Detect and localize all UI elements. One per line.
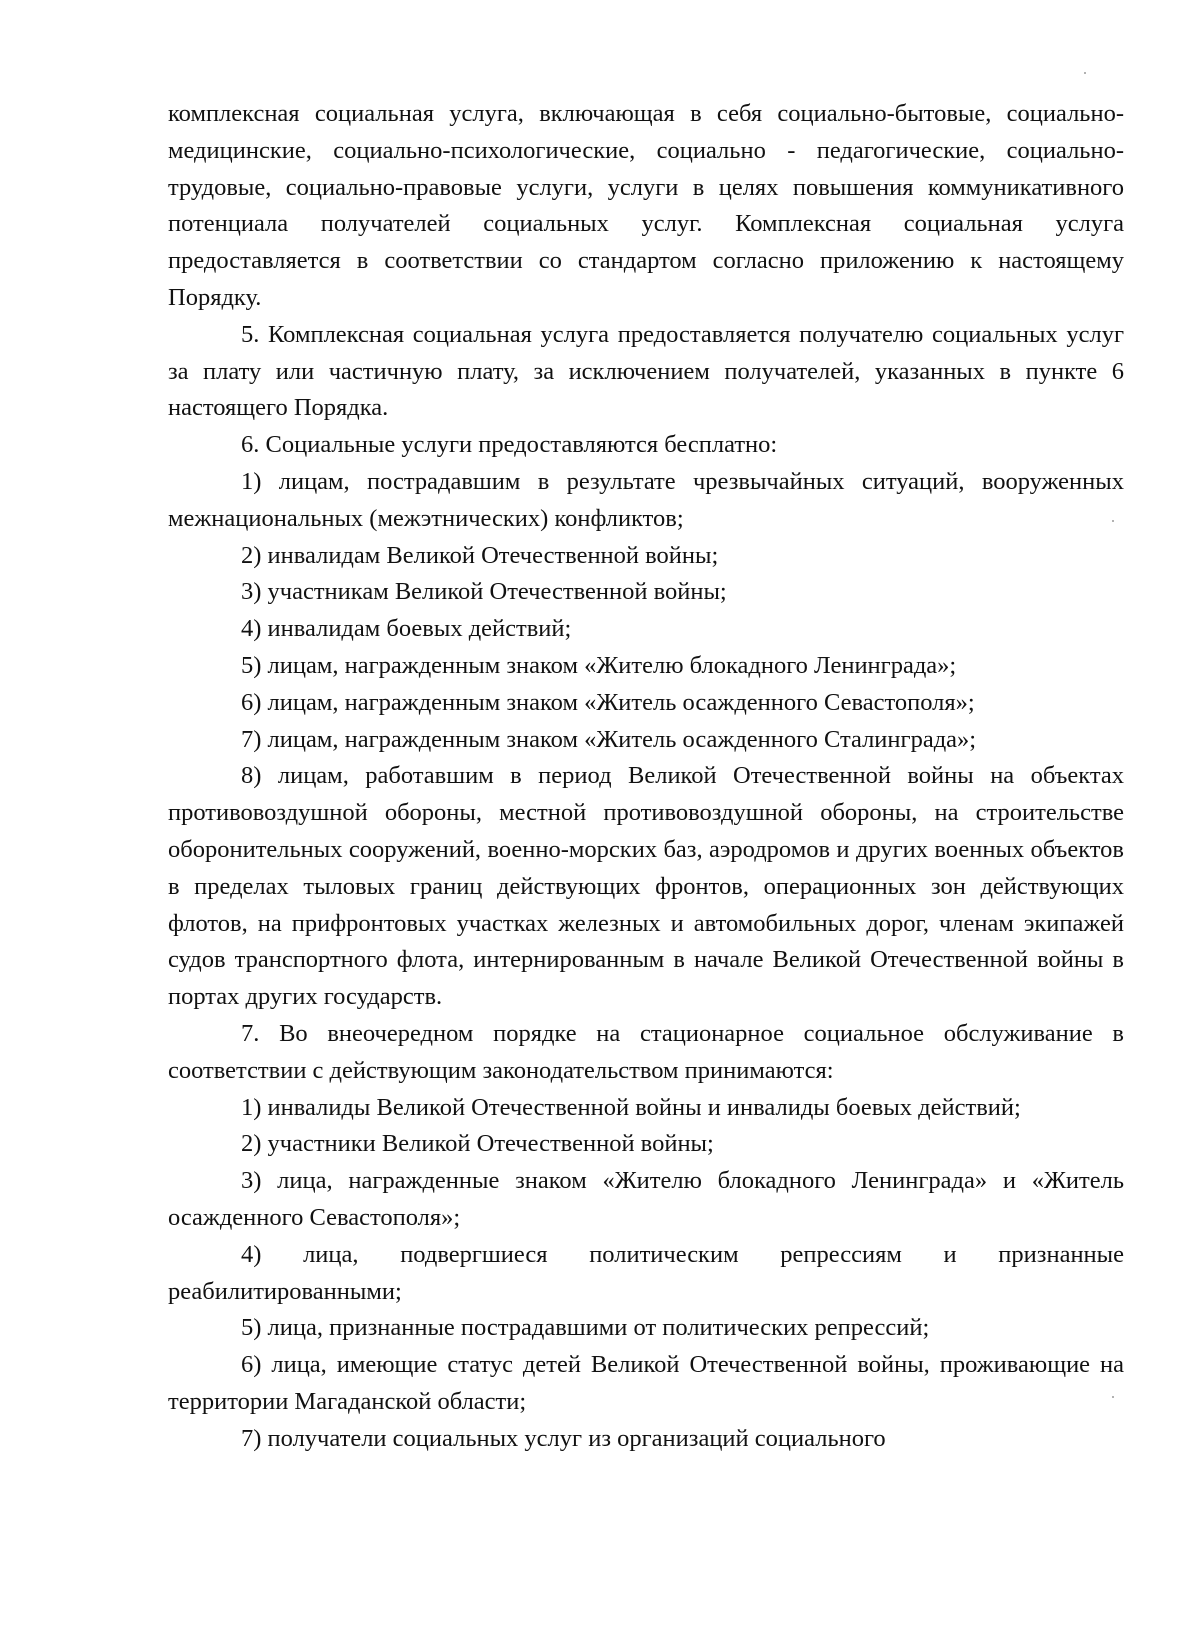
- list-item: 4) инвалидам боевых действий;: [241, 615, 572, 643]
- paragraph: 6. Социальные услуги предоставляются бесплатно:: [241, 431, 778, 459]
- paragraph: 7. Во внеочередном порядке на стационарное социальное обслуживание в соответствии с действующим законодательством принимаются:: [168, 1019, 1124, 1084]
- list-item: 6) лицам, награжденным знаком «Житель осажденного Севастополя»;: [241, 688, 975, 716]
- list-item: 4) лица, подвергшиеся политическим репрессиям и признанные реабилитированными;: [168, 1240, 1124, 1305]
- scan-speck: [1112, 1396, 1114, 1398]
- document-body: [168, 96, 1124, 1457]
- list-item: 2) инвалидам Великой Отечественной войны;: [241, 541, 719, 569]
- scan-speck: [1112, 520, 1114, 522]
- list-item: 1) лицам, пострадавшим в результате чрезвычайных ситуаций, вооруженных межнациональных (межэтнических) конфликтов;: [168, 467, 1124, 532]
- list-item: 2) участники Великой Отечественной войны;: [241, 1130, 714, 1158]
- list-item: 5) лица, признанные пострадавшими от политических репрессий;: [241, 1314, 930, 1342]
- paragraph: комплексная социальная услуга, включающая в себя социально-бытовые, социально-медицинские, социально-психологические, социально - педагогические, социально-трудовые, социально-правовые услуги, услуги в целях повышения коммуникативного потенциала получателей социальных услуг. Комплексная социальная услуга предоставляется в соответствии со стандартом согласно приложению к настоящему Порядку.: [168, 100, 1124, 311]
- list-item: 6) лица, имеющие статус детей Великой Отечественной войны, проживающие на территории Магаданской области;: [168, 1351, 1124, 1415]
- list-item: 8) лицам, работавшим в период Великой Отечественной войны на объектах противовоздушной обороны, местной противовоздушной обороны, на строительстве оборонительных сооружений, военно-морских баз, аэродромов и других военных объектов в пределах тыловых границ действующих фронтов, операционных зон действующих флотов, на прифронтовых участках железных и автомобильных дорог, членам экипажей судов транспортного флота, интернированным в начале Великой Отечественной войны в портах других государств.: [168, 762, 1124, 1011]
- list-item: 5) лицам, награжденным знаком «Жителю блокадного Ленинграда»;: [241, 651, 957, 679]
- paragraph: 5. Комплексная социальная услуга предоставляется получателю социальных услуг за плату или частичную плату, за исключением получателей, указанных в пункте 6 настоящего Порядка.: [168, 320, 1124, 422]
- scan-speck: [1084, 72, 1086, 74]
- list-item: 3) лица, награжденные знаком «Жителю блокадного Ленинграда» и «Житель осажденного Севастополя»;: [168, 1167, 1124, 1231]
- list-item: 7) лицам, награжденным знаком «Житель осажденного Сталинграда»;: [241, 725, 977, 753]
- list-item: 3) участникам Великой Отечественной войны;: [241, 578, 727, 606]
- list-item: 1) инвалиды Великой Отечественной войны и инвалиды боевых действий;: [241, 1093, 1021, 1121]
- list-item: 7) получатели социальных услуг из организаций социального: [241, 1424, 886, 1452]
